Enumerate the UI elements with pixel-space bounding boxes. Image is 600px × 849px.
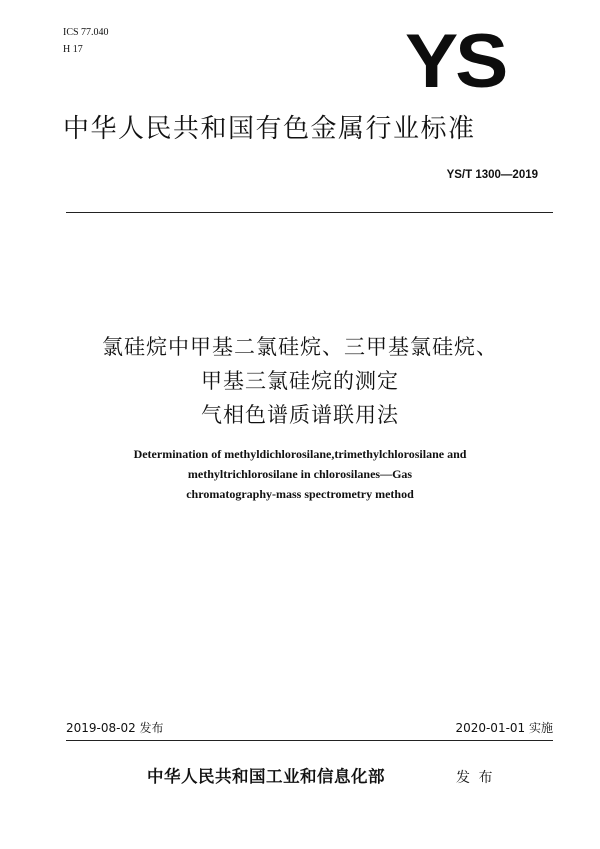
english-title-line-1: Determination of methyldichlorosilane,trimethylchlorosilane and [133, 447, 467, 461]
industry-standard-title: 中华人民共和国有色金属行业标准 [63, 114, 476, 144]
ics-code: ICS 77.040 [63, 27, 109, 38]
ys-logo: YS [405, 19, 506, 104]
english-title-line-2: methyltrichlorosilane in chlorosilanes—Gas [187, 467, 413, 481]
bottom-divider [66, 740, 553, 741]
chinese-title-line-1: 氯硅烷中甲基二氯硅烷、三甲基氯硅烷、 [102, 335, 498, 359]
english-title-line-3: chromatography-mass spectrometry method [186, 487, 414, 501]
top-divider [66, 212, 553, 213]
publish-label: 发 布 [456, 770, 495, 786]
publisher-name: 中华人民共和国工业和信息化部 [147, 767, 385, 786]
implementation-date: 2020-01-01 实施 [455, 721, 553, 735]
standard-number: YS/T 1300—2019 [446, 169, 538, 181]
chinese-title-line-2: 甲基三氯硅烷的测定 [201, 369, 399, 393]
ccs-code: H 17 [63, 44, 83, 55]
issue-date: 2019-08-02 发布 [66, 721, 164, 735]
chinese-title-line-3: 气相色谱质谱联用法 [201, 403, 399, 427]
